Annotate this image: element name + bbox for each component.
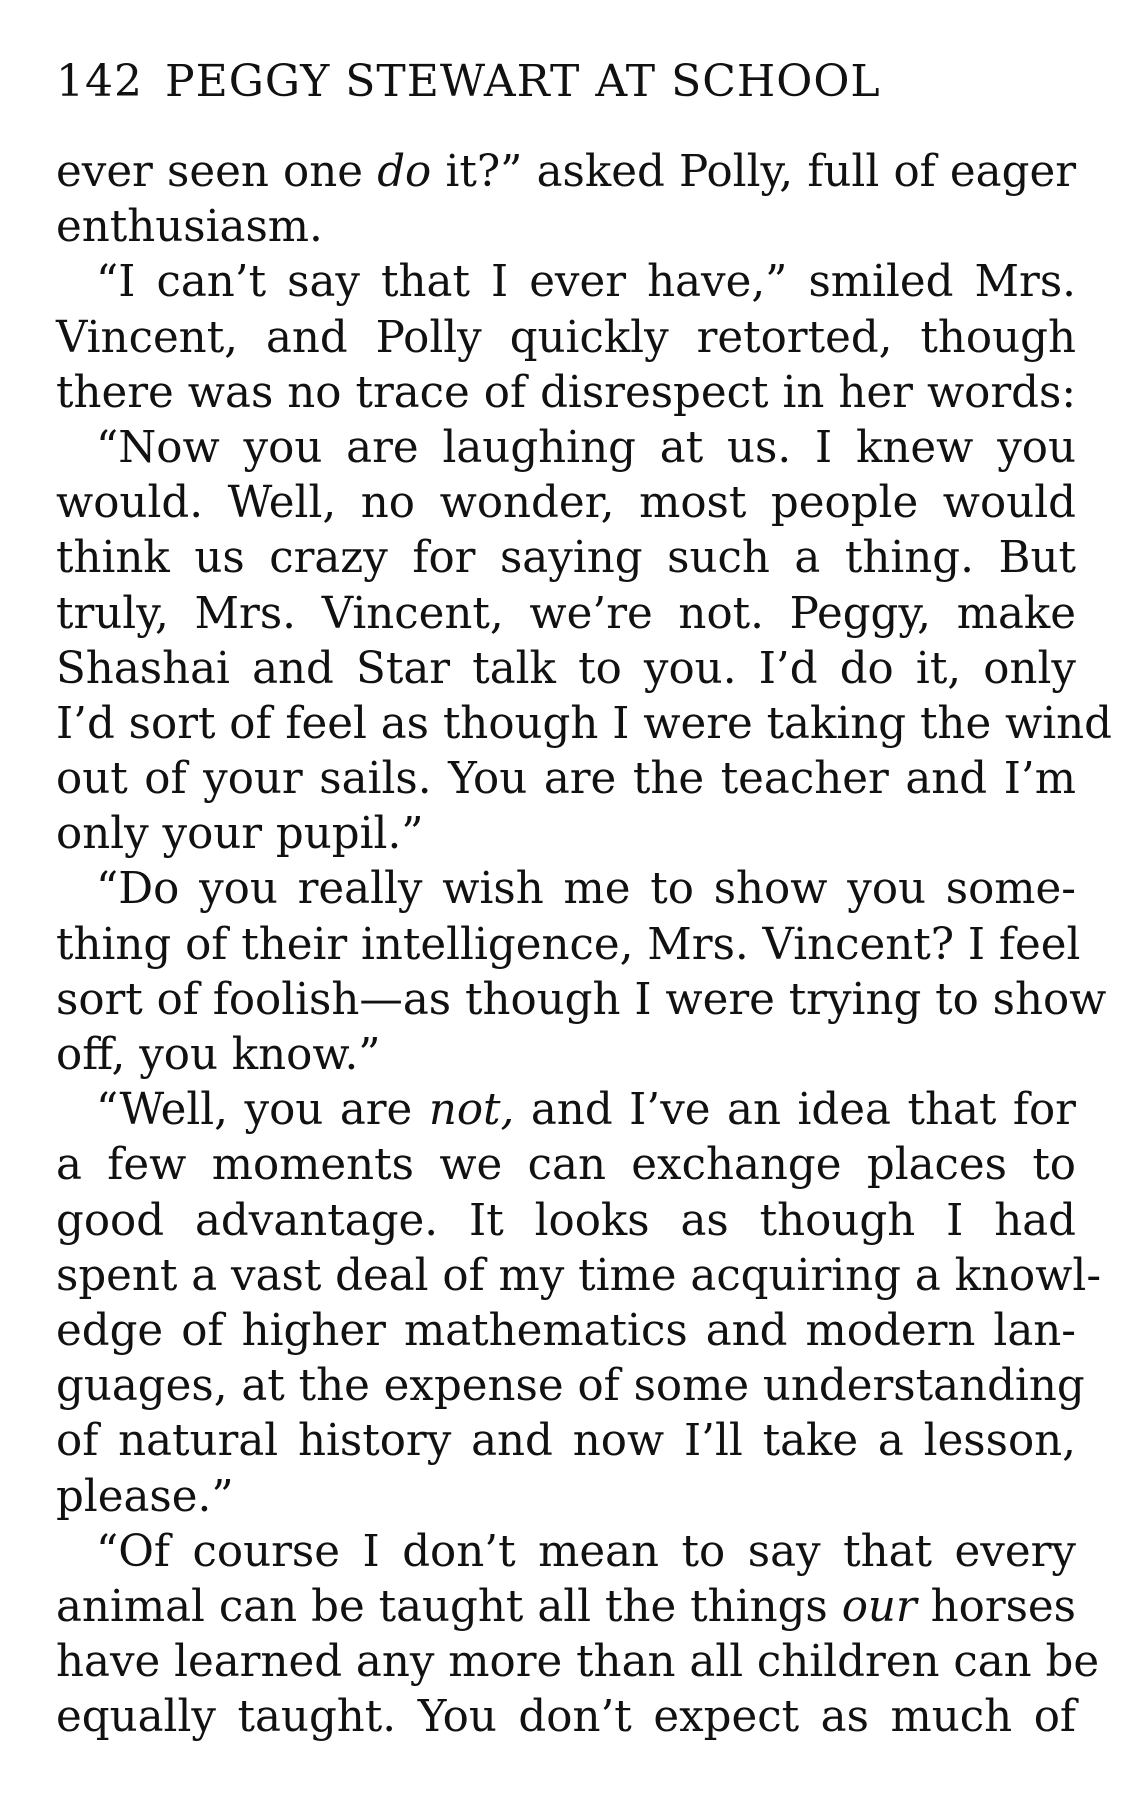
text-run: “Now you are laughing at us. I knew you [96,422,1076,473]
text-line [56,1690,1076,1745]
page-number: 142 [56,56,143,107]
text-line [56,531,1076,586]
text-run: of natural history and now I’ll take a lesson, [56,1416,1076,1467]
text-run: truly, Mrs. Vincent, we’re not. Peggy, make [56,588,1076,639]
text-line [56,1525,1076,1580]
text-run: out of your sails. You are the teacher and I’m [56,754,1076,805]
text-line [56,862,1076,917]
running-title: PEGGY STEWART AT SCHOOL [164,56,881,107]
text-run: equally taught. You don’t expect as much of [56,1692,1076,1743]
text-line [56,1083,1076,1138]
text-run: I’d sort of feel as though I were taking the wind [56,698,1113,749]
text-run: “Do you really wish me to show you some- [96,864,1076,915]
text-run: enthusiasm. [56,202,323,253]
text-line [56,255,1076,310]
text-run: good advantage. It looks as though I had [56,1195,1076,1246]
text-line [56,1414,1076,1469]
text-run: only your pupil.” [56,809,424,860]
text-run: have learned any more than all children can be [56,1637,1100,1688]
text-line [56,366,1076,421]
text-run: “Well, you are [96,1085,429,1136]
text-line [56,642,1076,697]
text-run: think us crazy for saying such a thing. But [56,533,1076,584]
text-line [56,476,1076,531]
text-line [56,1249,1102,1304]
text-line [56,587,1076,642]
text-line [56,1194,1076,1249]
text-line [56,1304,1076,1359]
text-line [56,1028,1076,1083]
text-run: ever seen one [56,147,378,197]
text-run: Vincent, and Polly quickly retorted, though [56,312,1076,363]
text-line [56,1470,1076,1525]
text-line [56,1359,1085,1414]
text-run: there was no trace of disrespect in her words: [56,367,1076,418]
text-line [56,918,1081,973]
text-run: spent a vast deal of my time acquiring a knowl- [56,1250,1102,1301]
text-run: “I can’t say that I ever have,” smiled Mrs. [96,257,1076,308]
text-line [56,697,1113,752]
text-run: off, you know.” [56,1030,381,1080]
italic-text: do [377,147,432,197]
text-run: and I’ve an idea that for [514,1085,1076,1136]
italic-text: not, [428,1085,515,1136]
text-run: it?” asked Polly, full of eager [431,147,1076,197]
running-header [56,52,1076,112]
text-line [56,807,1076,862]
text-run: “Of course I don’t mean to say that every [96,1526,1076,1577]
text-line [56,973,1107,1028]
text-line [56,1635,1100,1690]
text-line [56,200,1076,255]
text-line [56,1580,1076,1635]
text-run: thing of their intelligence, Mrs. Vincent? I feel [56,919,1081,970]
text-run: please.” [56,1471,234,1522]
text-run: edge of higher mathematics and modern lan- [56,1305,1076,1356]
text-run: sort of foolish—as though I were trying to show [56,974,1107,1025]
text-line [56,145,1076,200]
italic-text: our [841,1581,917,1632]
text-run: Shashai and Star talk to you. I’d do it, only [56,643,1076,694]
text-line [56,311,1076,366]
text-line [56,1138,1076,1193]
text-run: horses [916,1581,1076,1632]
text-run: animal can be taught all the things [56,1581,842,1632]
body-text [56,145,1113,1745]
text-line [56,752,1076,807]
text-run: a few moments we can exchange places to [56,1140,1076,1191]
text-run: guages, at the expense of some understanding [56,1361,1085,1412]
text-run: would. Well, no wonder, most people would [56,478,1076,529]
text-line [56,421,1076,476]
